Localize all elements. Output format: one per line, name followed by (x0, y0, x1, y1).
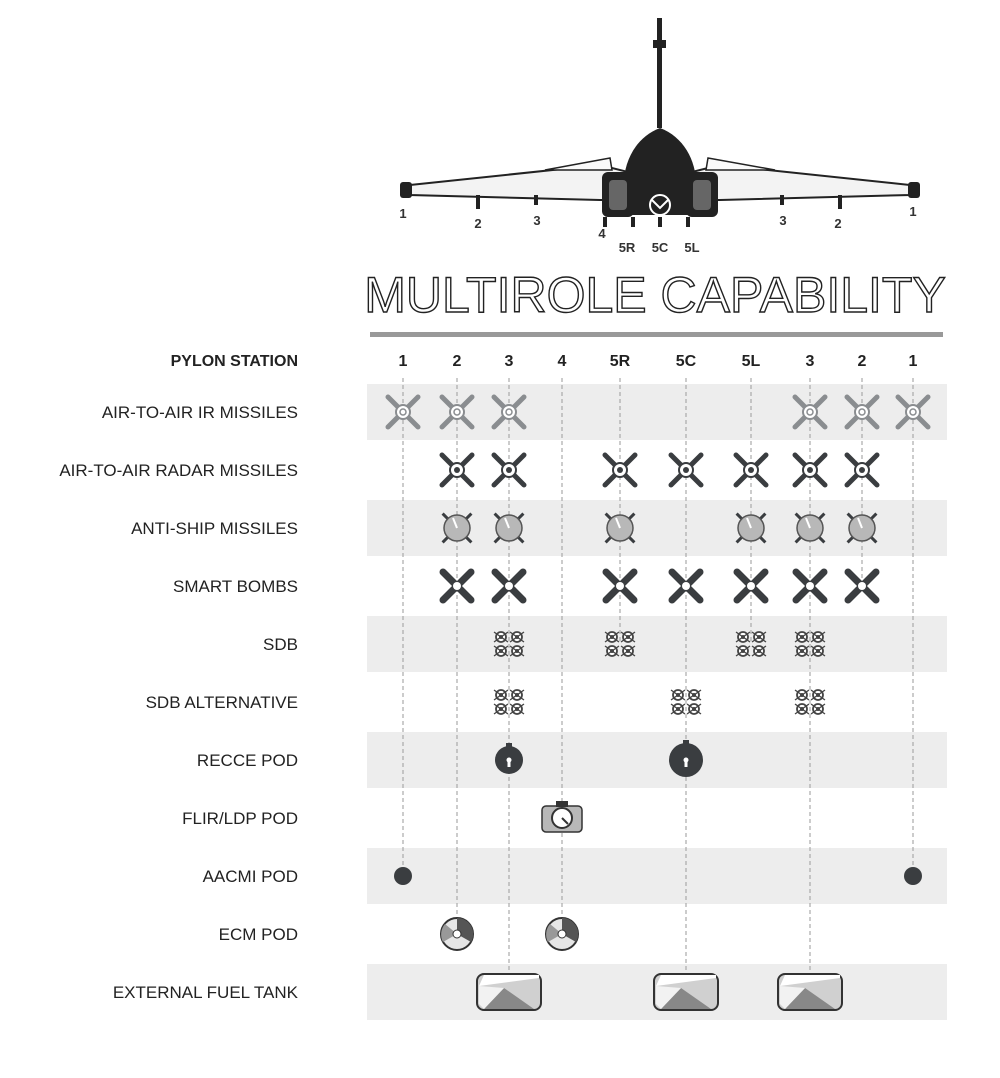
row-shade (367, 732, 947, 788)
aircraft-pylon-label: 2 (834, 216, 842, 231)
pylon-station-header: PYLON STATION (170, 353, 298, 370)
radar-missile-icon (847, 455, 877, 485)
diagram-title: MULTIROLE CAPABILITY (364, 267, 946, 323)
anti-ship-missile-icon (848, 514, 877, 543)
aircraft-pylon-label: 3 (533, 213, 541, 228)
aircraft-pylon-label: 5C (651, 240, 669, 255)
station-header: 1 (398, 353, 408, 370)
row-label: AIR-TO-AIR RADAR MISSILES (59, 461, 298, 480)
aircraft-pylon-label: 5R (618, 240, 636, 255)
aircraft-pylon-label: 1 (399, 206, 407, 221)
row-label: EXTERNAL FUEL TANK (112, 983, 298, 1002)
fuel-tank-icon (778, 974, 842, 1010)
aircraft-pylon-label: 5L (684, 240, 700, 255)
row-shade (367, 848, 947, 904)
station-headers (399, 353, 918, 370)
row-label: FLIR/LDP POD (182, 809, 298, 828)
station-header: 5R (609, 353, 631, 370)
radar-missile-icon (795, 455, 825, 485)
station-header: 5L (741, 353, 761, 370)
row-label: SMART BOMBS (172, 577, 298, 596)
anti-ship-missile-icon (796, 514, 825, 543)
station-header: 2 (857, 353, 867, 370)
aircraft-pylon-label: 1 (909, 204, 917, 219)
radar-missile-icon (605, 455, 635, 485)
row-label: SDB (263, 635, 298, 654)
station-header: 2 (452, 353, 462, 370)
row-label: ANTI-SHIP MISSILES (131, 519, 298, 538)
aacmi-pod-icon (394, 867, 412, 885)
aircraft-pylon-label: 3 (779, 213, 787, 228)
row-label: ECM POD (218, 925, 298, 944)
ecm-pod-icon (546, 918, 578, 950)
anti-ship-missile-icon (606, 514, 635, 543)
row-label: RECCE POD (196, 751, 298, 770)
aircraft-front-view (400, 18, 920, 227)
station-header: 4 (557, 353, 567, 370)
capability-icons (388, 397, 928, 1010)
aircraft-pylon-label: 2 (474, 216, 482, 231)
title-rule (370, 332, 943, 337)
radar-missile-icon (494, 455, 524, 485)
flir-pod-icon (542, 801, 582, 832)
station-header: 1 (908, 353, 918, 370)
row-label: AIR-TO-AIR IR MISSILES (101, 403, 298, 422)
aircraft-pylon-label: 4 (598, 226, 606, 241)
row-labels (59, 403, 298, 1002)
radar-missile-icon (736, 455, 766, 485)
anti-ship-missile-icon (443, 514, 472, 543)
radar-missile-icon (442, 455, 472, 485)
row-shade (367, 616, 947, 672)
anti-ship-missile-icon (495, 514, 524, 543)
row-label: AACMI POD (202, 867, 298, 886)
ecm-pod-icon (441, 918, 473, 950)
row-label: SDB ALTERNATIVE (145, 693, 298, 712)
aacmi-pod-icon (904, 867, 922, 885)
station-header: 5C (675, 353, 697, 370)
anti-ship-missile-icon (737, 514, 766, 543)
station-header: 3 (805, 353, 815, 370)
fuel-tank-icon (477, 974, 541, 1010)
radar-missile-icon (671, 455, 701, 485)
station-header: 3 (504, 353, 514, 370)
fuel-tank-icon (654, 974, 718, 1010)
